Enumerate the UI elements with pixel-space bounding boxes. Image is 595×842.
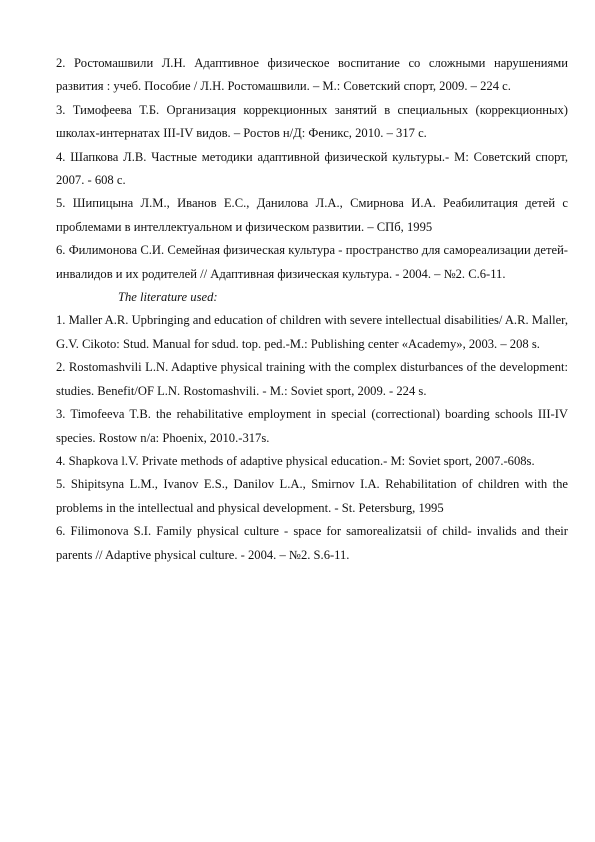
reference-en-3: 3. Timofeeva T.B. the rehabilitative employment in special (correctional) boarding schools III-IV species. Rostow n/a: Phoenix, 2010.-317s.	[56, 407, 568, 445]
reference-ru-3: 3. Тимофеева Т.Б. Организация коррекционных занятий в специальных (коррекционных) школах-интернатах III-IV видов. – Ростов н/Д: Феникс, 2010. – 317 с.	[56, 102, 568, 141]
reference-ru-6: 6. Филимонова С.И. Семейная физическая культура - пространство для самореализации детей-инвалидов и их родителей // Адаптивная физическая культура. - 2004. – №2. С.6-11.	[56, 243, 568, 281]
literature-subheading: The literature used:	[118, 290, 218, 305]
reference-en-6: 6. Filimonova S.I. Family physical culture - space for samorealizatsii of child- invalids and their parents // Adaptive physical culture. - 2004. – №2. S.6-11.	[56, 524, 568, 562]
reference-ru-5: 5. Шипицына Л.М., Иванов Е.С., Данилова Л.А., Смирнова И.А. Реабилитация детей с проблемами в интеллектуальном и физическом развитии. – СПб, 1995	[56, 196, 568, 234]
reference-en-4: 4. Shapkova l.V. Private methods of adaptive physical education.- M: Soviet sport, 2007.-608s.	[56, 453, 535, 468]
reference-ru-2: 2. Ростомашвили Л.Н. Адаптивное физическое воспитание со сложными нарушениями развития : учеб. Пособие / Л.Н. Ростомашвили. – М.: Советский спорт, 2009. – 224 с.	[56, 56, 568, 94]
reference-en-2: 2. Rostomashvili L.N. Adaptive physical training with the complex disturbances of the development: studies. Benefit/OF L.N. Rostomashvili. - M.: Soviet sport, 2009. - 224 s.	[56, 360, 568, 398]
document-page	[56, 52, 568, 567]
reference-en-1: 1. Maller A.R. Upbringing and education of children with severe intellectual disabilities/ A.R. Maller, G.V. Cikoto: Stud. Manual for sdud. top. ped.-M.: Publishing center «Academy», 2003. – 208 s.	[56, 313, 568, 351]
reference-ru-4: 4. Шапкова Л.В. Частные методики адаптивной физической культуры.- М: Советский спорт, 2007. - 608 с.	[56, 149, 568, 188]
reference-en-5: 5. Shipitsyna L.M., Ivanov E.S., Danilov L.A., Smirnov I.A. Rehabilitation of children with the problems in the intellectual and physical development. - St. Petersburg, 1995	[56, 477, 568, 515]
